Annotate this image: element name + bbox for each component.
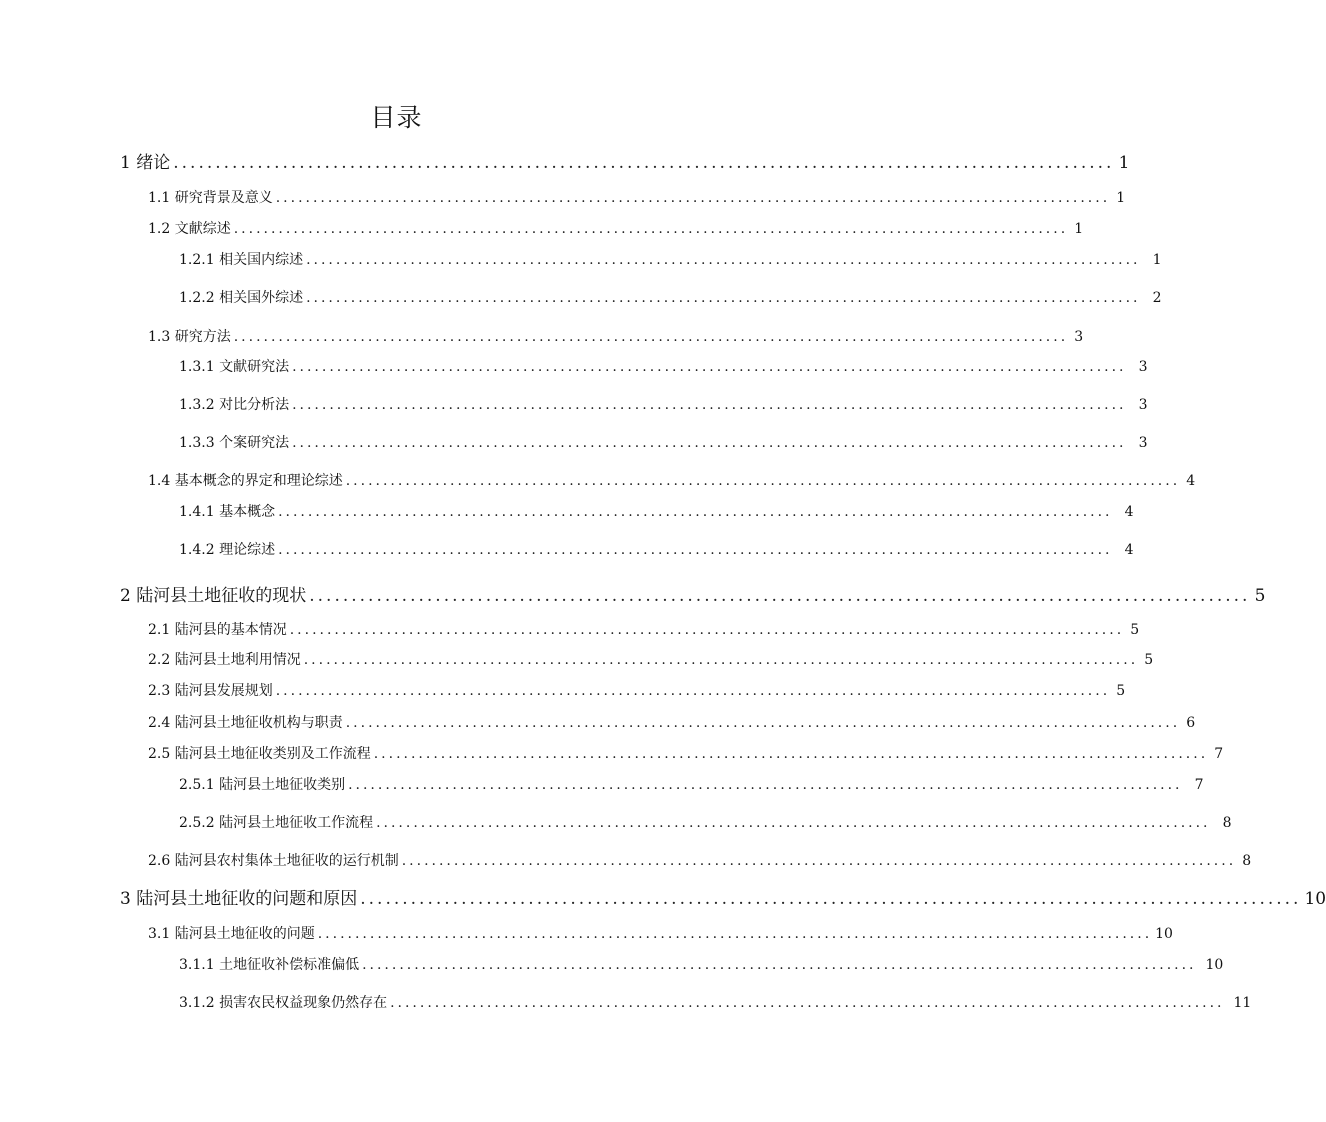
toc-entry-label: 2.5.2 陆河县土地征收工作流程 [179,815,374,831]
toc-entry-1-2-1[interactable] [179,249,1162,269]
toc-entry-3-1-1[interactable] [179,954,1224,974]
toc-entry-3-1[interactable] [148,923,1173,943]
toc-entry-page: 8 [1222,815,1232,831]
toc-entry-1-4-1[interactable] [179,501,1134,521]
toc-entry-label: 1 绪论 [120,153,171,173]
page-title: 目录 [370,103,423,132]
toc-leader-dots: ................................................................................................................ [292,359,1127,375]
toc-entry-1-3[interactable] [148,326,1084,346]
toc-entry-page: 1 [1118,153,1130,173]
toc-entry-page: 7 [1214,746,1224,762]
toc-entry-label: 2.4 陆河县土地征收机构与职责 [148,715,343,731]
toc-entry-1-4[interactable] [148,470,1196,490]
toc-leader-dots: ................................................................................................................ [401,853,1237,869]
toc-entry-page: 5 [1130,622,1140,638]
toc-leader-dots: ................................................................................................................ [275,683,1111,699]
toc-entry-label: 2.2 陆河县土地利用情况 [148,652,301,668]
toc-leader-dots: ................................................................................................................ [233,329,1069,345]
toc-entry-1-3-1[interactable] [179,356,1148,376]
toc-entry-label: 1.4.2 理论综述 [179,542,276,558]
toc-entry-page: 1 [1074,221,1084,237]
toc-entry-page: 5 [1144,652,1154,668]
toc-entry-page: 7 [1194,777,1204,793]
toc-entry-page: 10 [1205,957,1224,973]
toc-leader-dots: ................................................................................................................ [278,542,1113,558]
toc-entry-page: 1 [1116,190,1126,206]
toc-entry-label: 1.1 研究背景及意义 [148,190,273,206]
toc-leader-dots: ................................................................................................................ [292,435,1127,451]
toc-entry-3-1-2[interactable] [179,992,1252,1012]
toc-entry-label: 2 陆河县土地征收的现状 [120,586,307,606]
toc-entry-2-5-1[interactable] [179,774,1204,794]
toc-entry-label: 1.2.1 相关国内综述 [179,252,304,268]
toc-entry-2-3[interactable] [148,680,1126,700]
toc-entry-2-1[interactable] [148,619,1140,639]
toc-entry-label: 1.2.2 相关国外综述 [179,290,304,306]
toc-entry-page: 4 [1186,473,1196,489]
toc-leader-dots: ................................................................................................................ [306,252,1141,268]
toc-entry-page: 3 [1138,359,1148,375]
toc-entry-1-4-2[interactable] [179,539,1134,559]
toc-entry-page: 4 [1124,504,1134,520]
toc-entry-1-2[interactable] [148,218,1084,238]
toc-leader-dots: ................................................................................................................ [348,777,1183,793]
toc-entry-2-4[interactable] [148,712,1196,732]
toc-entry-1-3-2[interactable] [179,394,1148,414]
toc-entry-2-5-2[interactable] [179,812,1232,832]
toc-leader-dots: ................................................................................................................ [306,290,1141,306]
toc-leader-dots: ................................................................................................................ [345,715,1181,731]
toc-entry-label: 1.4 基本概念的界定和理论综述 [148,473,343,489]
toc-entry-page: 5 [1254,586,1266,606]
toc-entry-page: 3 [1138,435,1148,451]
toc-entry-label: 2.5 陆河县土地征收类别及工作流程 [148,746,371,762]
toc-leader-dots: ................................................................................................................ [373,746,1209,762]
toc-leader-dots: ................................................................................................................ [233,221,1069,237]
toc-entry-label: 1.3.2 对比分析法 [179,397,290,413]
toc-entry-label: 1.3.3 个案研究法 [179,435,290,451]
toc-entry-chapter-2[interactable] [120,581,1266,606]
toc-entry-label: 1.3 研究方法 [148,329,231,345]
toc-entry-page: 3 [1074,329,1084,345]
toc-entry-label: 3 陆河县土地征收的问题和原因 [120,889,358,909]
toc-leader-dots: ................................................................................................................ [360,889,1302,909]
toc-entry-label: 1.4.1 基本概念 [179,504,276,520]
toc-entry-label: 2.3 陆河县发展规划 [148,683,273,699]
toc-entry-page: 10 [1155,926,1173,942]
toc-entry-1-3-3[interactable] [179,432,1148,452]
toc-leader-dots: ................................................................................................................ [173,153,1115,173]
toc-entry-label: 2.1 陆河县的基本情况 [148,622,287,638]
toc-entry-2-5[interactable] [148,743,1224,763]
toc-leader-dots: ................................................................................................................ [376,815,1211,831]
toc-leader-dots: ................................................................................................................ [275,190,1111,206]
toc-entry-label: 3.1 陆河县土地征收的问题 [148,926,315,942]
toc-entry-page: 1 [1152,252,1162,268]
toc-entry-chapter-1[interactable] [120,148,1130,173]
toc-leader-dots: ................................................................................................................ [278,504,1113,520]
toc-entry-label: 1.2 文献综述 [148,221,231,237]
toc-entry-label: 3.1.2 损害农民权益现象仍然存在 [179,995,388,1011]
toc-entry-2-6[interactable] [148,850,1252,870]
toc-leader-dots: ................................................................................................................ [292,397,1127,413]
toc-leader-dots: ................................................................................................................ [317,926,1153,942]
toc-entry-page: 3 [1138,397,1148,413]
toc-entry-page: 11 [1233,995,1252,1011]
toc-entry-1-1[interactable] [148,187,1126,207]
toc-entry-page: 2 [1152,290,1162,306]
toc-leader-dots: ................................................................................................................ [362,957,1197,973]
toc-entry-2-2[interactable] [148,649,1154,669]
toc-entry-label: 2.6 陆河县农村集体土地征收的运行机制 [148,853,399,869]
toc-leader-dots: ................................................................................................................ [345,473,1181,489]
toc-entry-label: 2.5.1 陆河县土地征收类别 [179,777,346,793]
toc-leader-dots: ................................................................................................................ [309,586,1251,606]
toc-entry-label: 3.1.1 土地征收补偿标准偏低 [179,957,360,973]
toc-entry-page: 5 [1116,683,1126,699]
toc-entry-1-2-2[interactable] [179,287,1162,307]
toc-leader-dots: ................................................................................................................ [390,995,1225,1011]
toc-entry-chapter-3[interactable] [120,884,1326,909]
toc-entry-page: 8 [1242,853,1252,869]
toc-entry-page: 4 [1124,542,1134,558]
toc-entry-page: 6 [1186,715,1196,731]
toc-leader-dots: ................................................................................................................ [289,622,1125,638]
toc-leader-dots: ................................................................................................................ [303,652,1139,668]
toc-entry-label: 1.3.1 文献研究法 [179,359,290,375]
toc-entry-page: 10 [1304,889,1326,909]
